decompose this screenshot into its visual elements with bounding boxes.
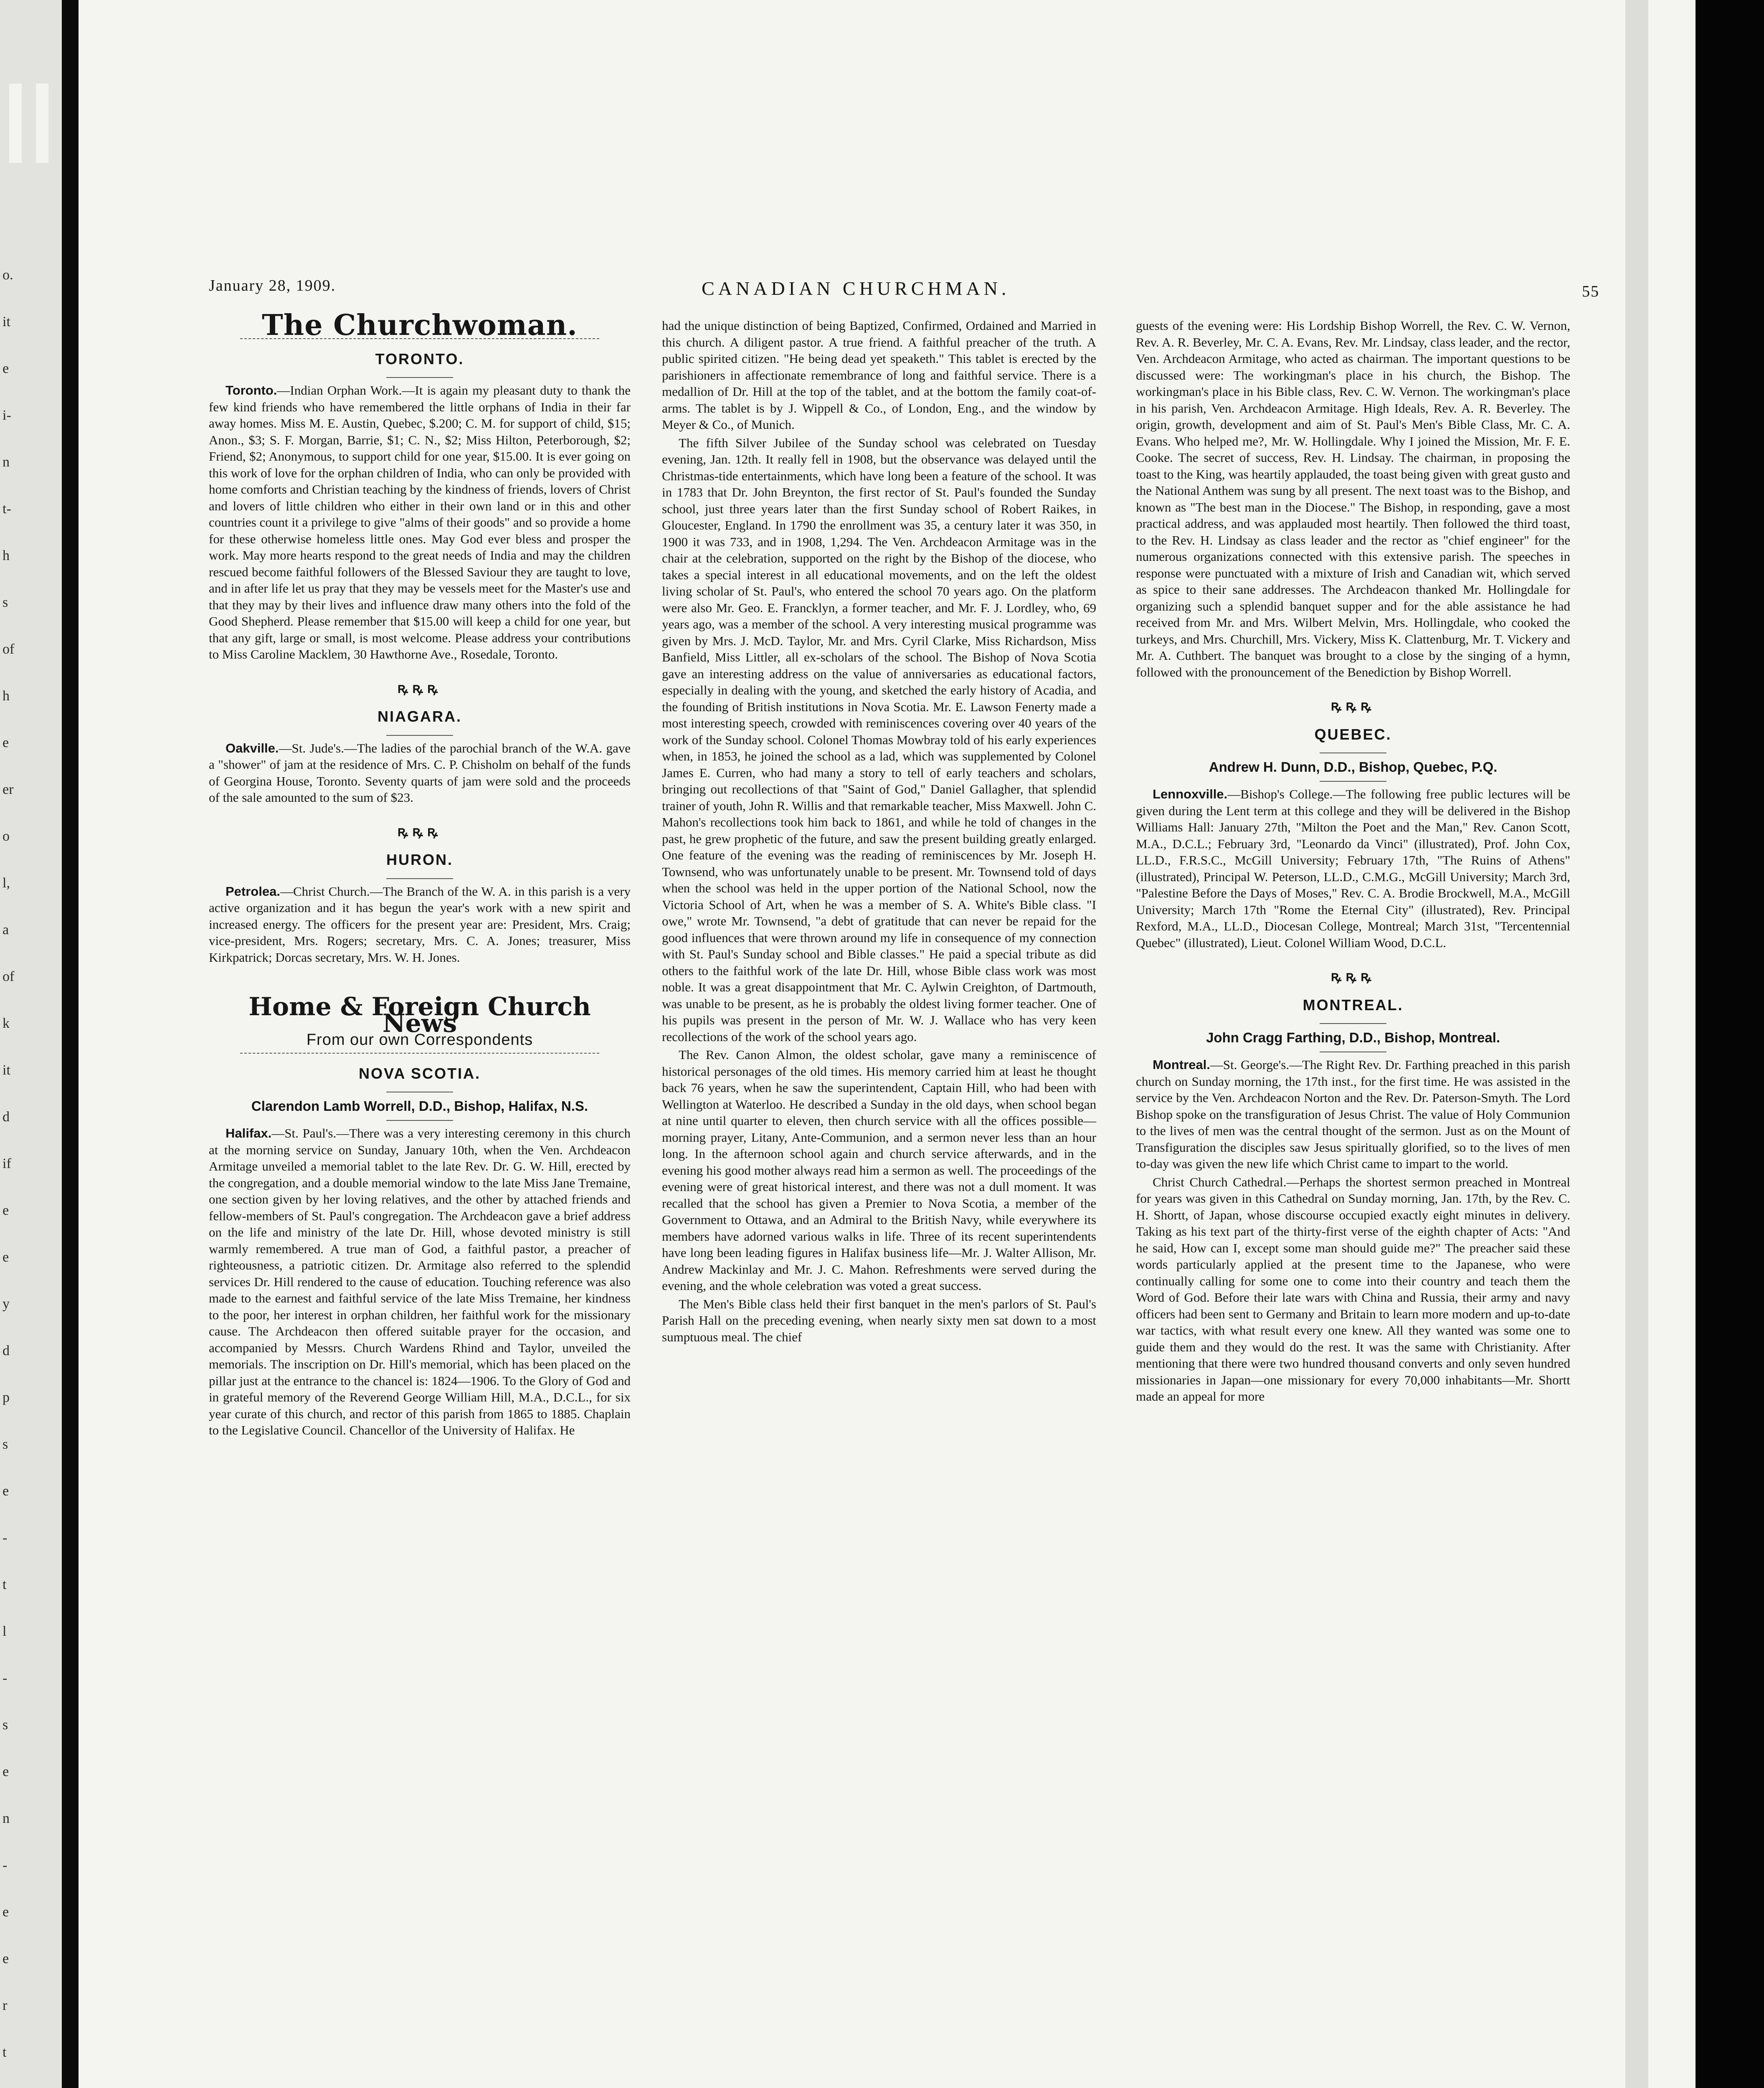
scan-border-left	[62, 0, 79, 2088]
paragraph: The fifth Silver Jubilee of the Sunday school was celebrated on Tuesday evening, Jan. 12th. It really fell in 1908, but the observance was delayed until the Christmas-tide entertainments, which have long been a feature of the school. It was in 1783 that Dr. John Breynton, the first rector of St. Paul's founded the Sunday school, just three years later than the first Sunday school of Robert Raikes, in Gloucester, England. In 1790 the enrollment was 35, a century later it was 350, in 1900 it was 733, and in 1908, 1,294. The Ven. Archdeacon Armitage was in the chair at the celebration, supported on the right by the Bishop of the diocese, who takes a special interest in all educational movements, and on the left the oldest living scholar of St. Paul's, who entered the school 70 years ago. On the platform were also Mr. Geo. E. Francklyn, a former teacher, and Mr. F. J. Lordley, who, 69 years ago, was a member of the school. A very interesting musical programme was given by Mrs. J. McD. Taylor, Mr. and Mrs. Cyril Clarke, Miss Richardson, Miss Banfield, Miss Littler, all ex-scholars of the school. The Bishop of Nova Scotia gave an interesting address on the value of anniversaries as educational factors, especially in dealing with the young, and sketched the early history of Acadia, and the founding of British institutions in Nova Scotia. Mr. E. Lawson Fenerty made a most interesting speech, crowded with reminiscences covering over 40 years of the work of the Sunday school. Colonel Thomas Mowbray told of his early experiences when, in 1853, he joined the school as a lad, which was supplemented by Colonel James E. Curren, who had many a story to tell of early teachers and scholars, bringing out recollections of that "Saint of God," Daniel Gallagher, that splendid trainer of youth, John R. Willis and that remarkable teacher, Miss Maxwell. John C. Mahon's recollections took him back to 1861, and while he told of changes in the past, he grew prophetic of the future, and saw the present building greatly enlarged. One feature of the evening was the reading of reminiscences by Mr. Joseph H. Townsend, who was unfortunately unable to be present. Mr. Townsend told of days when the school was held in the upper portion of the National School, now the Victoria School of Art, when he was a member of S. A. White's Bible class. "I owe," wrote Mr. Townsend, "a debt of gratitude that can never be repaid for the good influences that were thrown around my life in consequence of my connection with St. Paul's Sunday school and Bible classes." He paid a special tribute as did others to the faithful work of the late Dr. Hill, whose Bible class work was most noble. It was a great disappointment that Mr. C. Aylwin Creighton, of Dartmouth, was unable to be present, as he is probably the oldest living former teacher. One of his pupils was present in the person of Mr. W. J. Wallace who has very keen recollections of the work of the school years ago.	[662, 435, 1096, 1044]
section-heading-nova-scotia: NOVA SCOTIA.	[358, 1064, 481, 1082]
adjacent-page-letter: e	[3, 1203, 9, 1218]
adjacent-page-letter: t	[3, 2045, 7, 2060]
film-mark-top-2	[36, 84, 48, 163]
ornament-divider: ꝶꝶꝶ	[397, 824, 442, 839]
article-body: —Indian Orphan Work.—It is again my pleasant duty to thank the few kind friends who have remembered the little orphans of India in their far away homes. Miss M. E. Austin, Quebec, $.200; C. M. for support of child, $15; Anon., $3; S. F. Morgan, Barrie, $1; C. N., $2; Miss Hilton, Peterborough, $2; Friend, $2; Anonymous, to support child for one year, $15.00. It is ever going on this work of love for the orphan children of India, who can only be provided with home comforts and Christian teaching by the kindness of friends, lovers of Christ and lovers of little children who either in their own land or in this and other countries count it a privilege to give "alms of their goods" and so provide a home for these otherwise homeless little ones. May God ever bless and prosper the work. May more hearts respond to the great needs of India and may the children rescued become faithful followers of the Blessed Saviour they are taught to love, and in after life let us pray that they may be vessels meet for the Master's use and that they may by their lives and influence draw many others into the fold of the Good Shepherd. Please remember that $15.00 will keep a child for one year, but that any gift, large or small, is most welcome. Please address your contributions to Miss Caroline Macklem, 30 Hawthorne Ave., Rosedale, Toronto.	[209, 383, 631, 661]
adjacent-page-letter: h	[3, 688, 10, 704]
adjacent-page-letter: d	[3, 1343, 10, 1358]
adjacent-page-letter: e	[3, 1249, 9, 1265]
adjacent-page-letter: of	[3, 969, 15, 984]
adjacent-page-letter: l,	[3, 875, 10, 891]
page-header	[134, 267, 1616, 301]
article-body: —St. Paul's.—There was a very interesting ceremony in this church at the morning service on Sunday, January 10th, when the Ven. Archdeacon Armitage unveiled a memorial tablet to the late Rev. Dr. G. W. Hill, erected by the congregation, and a double memorial window to the late Miss Jane Tremaine, one section given by her loving relatives, and the other by attached friends and fellow-members of St. Paul's congregation. The Archdeacon gave a brief address on the life and ministry of the late Dr. Hill, whose devoted ministry is still warmly remembered. A true man of God, a faithful pastor, a preacher of righteousness, a patriotic citizen. Dr. Armitage also referred to the splendid services Dr. Hill rendered to the cause of education. Touching reference was also made to the earnest and faithful service of the late Miss Tremaine, her kindness to the poor, her interest in orphan children, her faithful work for the missionary cause. The Archdeacon then offered suitable prayer for the occasion, and accompanied by Messrs. Church Wardens Rhind and Taylor, unveiled the memorials. The inscription on Dr. Hill's memorial, which has been placed on the pillar just at the entrance to the chancel is: 1824—1906. To the Glory of God and in grateful memory of the Reverend George William Hill, M.A., D.C.L., for six year curate of this church, and rector of this parish from 1865 to 1885. Chaplain to the Legislative Council. Chancellor of the University of Halifax. He	[209, 1126, 631, 1437]
article-montreal	[1136, 1057, 1570, 1172]
masthead-rule	[240, 1053, 599, 1054]
paragraph: had the unique distinction of being Baptized, Confirmed, Ordained and Married in this church. A diligent pastor. A true friend. A faithful preacher of the truth. A public spirited citizen. "He being dead yet speaketh." This tablet is erected by the parishioners in affectionate remembrance of long and faithful service. There is a medallion of Dr. Hill at the top of the tablet, and at the bottom the family coat-of-arms. The tablet is by J. Wippell & Co., of London, Eng., and the window by Meyer & Co., of Munich.	[662, 318, 1096, 432]
section-heading-huron: HURON.	[386, 851, 453, 868]
section-divider	[1320, 1023, 1386, 1024]
adjacent-page-letter: y	[3, 1296, 10, 1312]
adjacent-page-letter: a	[3, 922, 9, 938]
adjacent-page-letter: if	[3, 1156, 11, 1171]
bishop-line: Clarendon Lamb Worrell, D.D., Bishop, Halifax, N.S.	[251, 1098, 588, 1114]
article-halifax	[209, 1125, 631, 1439]
adjacent-page-letter: p	[3, 1390, 10, 1405]
article-lead: Petrolea.	[226, 884, 280, 899]
section-heading-quebec: QUEBEC.	[1314, 725, 1392, 743]
section-heading-toronto: TORONTO.	[375, 350, 464, 367]
adjacent-page-letter: t-	[3, 501, 11, 517]
column-2	[662, 317, 1096, 1347]
article-petrolea	[209, 883, 631, 966]
bishop-line: Andrew H. Dunn, D.D., Bishop, Quebec, P.Q.	[1209, 759, 1498, 775]
article-body: —Christ Church.—The Branch of the W. A. in this parish is a very active organization and it has begun the year's work with a new spirit and increased energy. The officers for the present year are: President, Mrs. Craig; vice-president, Mrs. Rogers; secretary, Mrs. C. A. Jones; treasurer, Miss Kirkpatrick; Dorcas secretary, Mrs. W. H. Jones.	[209, 884, 631, 965]
adjacent-page-letter: h	[3, 548, 10, 563]
section-divider	[386, 878, 453, 879]
column-3	[1136, 317, 1570, 1406]
adjacent-page-letter: r	[3, 1998, 8, 2013]
article-lennoxville	[1136, 786, 1570, 951]
adjacent-page-letter: s	[3, 1437, 8, 1452]
adjacent-page-letter: e	[3, 1904, 9, 1920]
adjacent-page-letter: n	[3, 454, 10, 470]
ornament-divider: ꝶꝶꝶ	[1331, 969, 1376, 984]
church-news-masthead: Home & Foreign Church News	[248, 992, 591, 1038]
article-oakville	[209, 740, 631, 806]
section-divider	[386, 735, 453, 736]
adjacent-page-letter: o.	[3, 267, 13, 283]
column-1	[209, 309, 631, 1440]
film-mark-top	[9, 84, 22, 163]
article-lead: Lennoxville.	[1153, 787, 1228, 801]
section-divider	[386, 377, 453, 378]
paragraph: Christ Church Cathedral.—Perhaps the shortest sermon preached in Montreal for years was given in this Cathedral on Sunday morning, Jan. 17th, by the Rev. C. H. Shortt, of Japan, whose discourse occupied exactly eight minutes in delivery. Taking as his text part of the thirty-first verse of the eighth chapter of Acts: "And he said, How can I, except some man should guide me?" The preacher said these words particularly applied at the present time to the Japanese, who were continually calling for some one to come into their country and teach them the Word of God. Before their late wars with China and Russia, their army and navy officers had been sent to Germany and Britain to learn more modern and up-to-date war tactics, with what result every one knew. All they wanted was some one to guide them and they would do the rest. It was the same with Christianity. After mentioning that there were two hundred thousand converts and only seven hundred missionaries in Japan—one missionary for every 70,000 inhabitants—Mr. Shortt made an appeal for more	[1136, 1174, 1570, 1404]
adjacent-page-edge	[0, 0, 62, 2088]
adjacent-page-letter: n	[3, 1811, 10, 1826]
adjacent-page-letter: it	[3, 1062, 10, 1078]
section-heading-montreal: MONTREAL.	[1303, 996, 1404, 1014]
paragraph: The Rev. Canon Almon, the oldest scholar, gave many a reminiscence of historical personages of the old times. His memory carried him at least he thought back 76 years, when he saw the superintendent, Captain Hill, who had been with Wellington at Waterloo. He described a Sunday in the old days, when school began at nine until quarter to eleven, then church service with all the offices possible—morning prayer, Litany, Ante-Communion, and a sermon never less than an hour long. In the afternoon school again and church service afterwards, and in the evening his good mother always read him a sermon as well. The proceedings of the evening were of great historical interest, and there was not a dull moment. It was recalled that the school has given a Premier to Nova Scotia, a member of the Government to Ottawa, and an Admiral to the British Navy, while everywhere its members have adorned various walks in life. Three of its recent superintendents have long been leading figures in Halifax business life—Mr. J. Walter Allison, Mr. Andrew Mackinlay and Mr. J. C. Mahon. Refreshments were served during the evening, and the whole celebration was voted a great success.	[662, 1047, 1096, 1293]
section-heading-niagara: NIAGARA.	[378, 708, 462, 725]
adjacent-page-letter: -	[3, 1670, 8, 1686]
adjacent-page-letter: e	[3, 1951, 9, 1966]
adjacent-page-letter: s	[3, 1717, 8, 1733]
adjacent-page-letter: e	[3, 1764, 9, 1779]
page-number: 55	[1582, 283, 1599, 300]
section-divider	[1320, 781, 1386, 782]
article-toronto	[209, 382, 631, 663]
bishop-line: John Cragg Farthing, D.D., Bishop, Montreal.	[1206, 1030, 1500, 1045]
publication-title: CANADIAN CHURCHMAN.	[702, 278, 1010, 299]
section-divider	[386, 1120, 453, 1121]
adjacent-page-letter: l	[3, 1624, 7, 1639]
article-lead: Halifax.	[226, 1126, 272, 1140]
adjacent-page-letter: e	[3, 361, 9, 376]
adjacent-page-letter: er	[3, 782, 14, 797]
adjacent-page-letter: o	[3, 829, 10, 844]
article-body: —Bishop's College.—The following free public lectures will be given during the Lent term at this college and they will be delivered in the Bishop Williams Hall: January 27th, "Milton the Poet and the Man," Rev. Canon Scott, M.A., D.C.L.; February 3rd, "Leonardo da Vinci" (illustrated), Prof. John Cox, LL.D., F.R.S.C., McGill University; February 17th, "The Ruins of Athens" (illustrated), Principal W. Peterson, LL.D., C.M.G., McGill University; March 3rd, "Palestine Before the Days of Moses," Rev. C. A. Brodie Brockwell, M.A., McGill University; March 17th "Rome the Eternal City" (illustrated), Rev. Principal Rexford, M.A., LL.D., Diocesan College, Montreal; March 31st, "Tercentennial Quebec" (illustrated), Lieut. Colonel William Wood, D.C.L.	[1136, 787, 1570, 950]
adjacent-page-letter: s	[3, 595, 8, 610]
correspondents-subtitle: From our own Correspondents	[306, 1031, 533, 1049]
article-lead: Toronto.	[226, 383, 277, 398]
adjacent-page-letter: i-	[3, 408, 11, 423]
churchwoman-masthead: The Churchwoman.	[262, 309, 578, 342]
article-lead: Oakville.	[226, 740, 279, 755]
issue-date: January 28, 1909.	[209, 277, 336, 294]
page-fold	[1625, 0, 1648, 2088]
article-body: —St. Jude's.—The ladies of the parochial branch of the W.A. gave a "shower" of jam at the residence of Mrs. C. P. Chisholm on behalf of the funds of Georgina House, Toronto. Seventy quarts of jam were sold and the proceeds of the sale amounted to the sum of $23.	[209, 740, 631, 805]
adjacent-page-letter: e	[3, 735, 9, 750]
adjacent-page-letter: -	[3, 1530, 8, 1546]
ornament-divider: ꝶꝶꝶ	[1331, 698, 1376, 714]
adjacent-page-letter: -	[3, 1857, 8, 1873]
scan-border-right	[1696, 0, 1764, 2088]
adjacent-page-letter: e	[3, 1483, 9, 1499]
adjacent-page-letter: it	[3, 314, 10, 329]
adjacent-page-letter: k	[3, 1016, 10, 1031]
ornament-divider: ꝶꝶꝶ	[397, 680, 442, 696]
adjacent-page-letter: of	[3, 641, 15, 657]
adjacent-page-letter: t	[3, 1577, 7, 1592]
paragraph: guests of the evening were: His Lordship Bishop Worrell, the Rev. C. W. Vernon, Rev. A. R. Beverley, Mr. C. A. Evans, Rev. Mr. Lindsay, class leader, and the rector, Ven. Archdeacon Armitage, who acted as chairman. The important questions to be discussed were: The workingman's place in his church, the Bishop. The workingman's place in his Bible class, Rev. C. W. Vernon. The workingman's place in his parish, Ven. Archdeacon Armitage. High Ideals, Rev. A. R. Beverley. The origin, growth, development and aim of St. Paul's Men's Bible Class, Mr. C. A. Evans. Who helped me?, Mr. W. Hollingdale. Why I joined the Mission, Mr. F. E. Cooke. The secret of success, Rev. H. Lindsay. The chairman, in proposing the toast to the King, was heartily applauded, the toast being given with great gusto and the National Anthem was sung by all present. The next toast was to the Bishop, and known as "The best man in the Diocese." The Bishop, in responding, gave a most practical address, and was applauded most heartily. Then followed the third toast, to the Rev. H. Lindsay as class leader and the rector as "chief engineer" for the numerous organizations connected with this extensive parish. The speeches in response were punctuated with a mixture of Irish and Canadian wit, which served as spice to their sane addresses. The Archdeacon thanked Mr. Hollingdale for organizing such a splendid banquet supper and for the able assistance he had received from Mr. and Mrs. Wilbert Melvin, Mrs. Hollingdale, who cooked the turkeys, and Mrs. Churchill, Mrs. Vickery, Miss K. Clattenburg, Mr. T. Vickery and Mr. A. Cuthbert. The banquet was brought to a close by the singing of a hymn, followed with the pronouncement of the Benediction by Bishop Worrell.	[1136, 318, 1570, 679]
article-body: —St. George's.—The Right Rev. Dr. Farthing preached in this parish church on Sunday morning, the 17th inst., for the first time. He was assisted in the service by the Ven. Archdeacon Norton and the Rev. Dr. Paterson-Smyth. The Lord Bishop spoke on the transfiguration of Jesus Christ. The value of Holy Communion to the lives of men was the central thought of the sermon. Just as on the Mount of Transfiguration the disciples saw Jesus spiritually glorified, so to the lives of men to-day was given the new life which Christ came to impart to the world.	[1136, 1057, 1570, 1171]
adjacent-page-letter: d	[3, 1109, 10, 1125]
paragraph: The Men's Bible class held their first banquet in the men's parlors of St. Paul's Parish Hall on the preceding evening, when nearly sixty men sat down to a most sumptuous meal. The chief	[662, 1296, 1096, 1344]
article-lead: Montreal.	[1153, 1057, 1210, 1072]
